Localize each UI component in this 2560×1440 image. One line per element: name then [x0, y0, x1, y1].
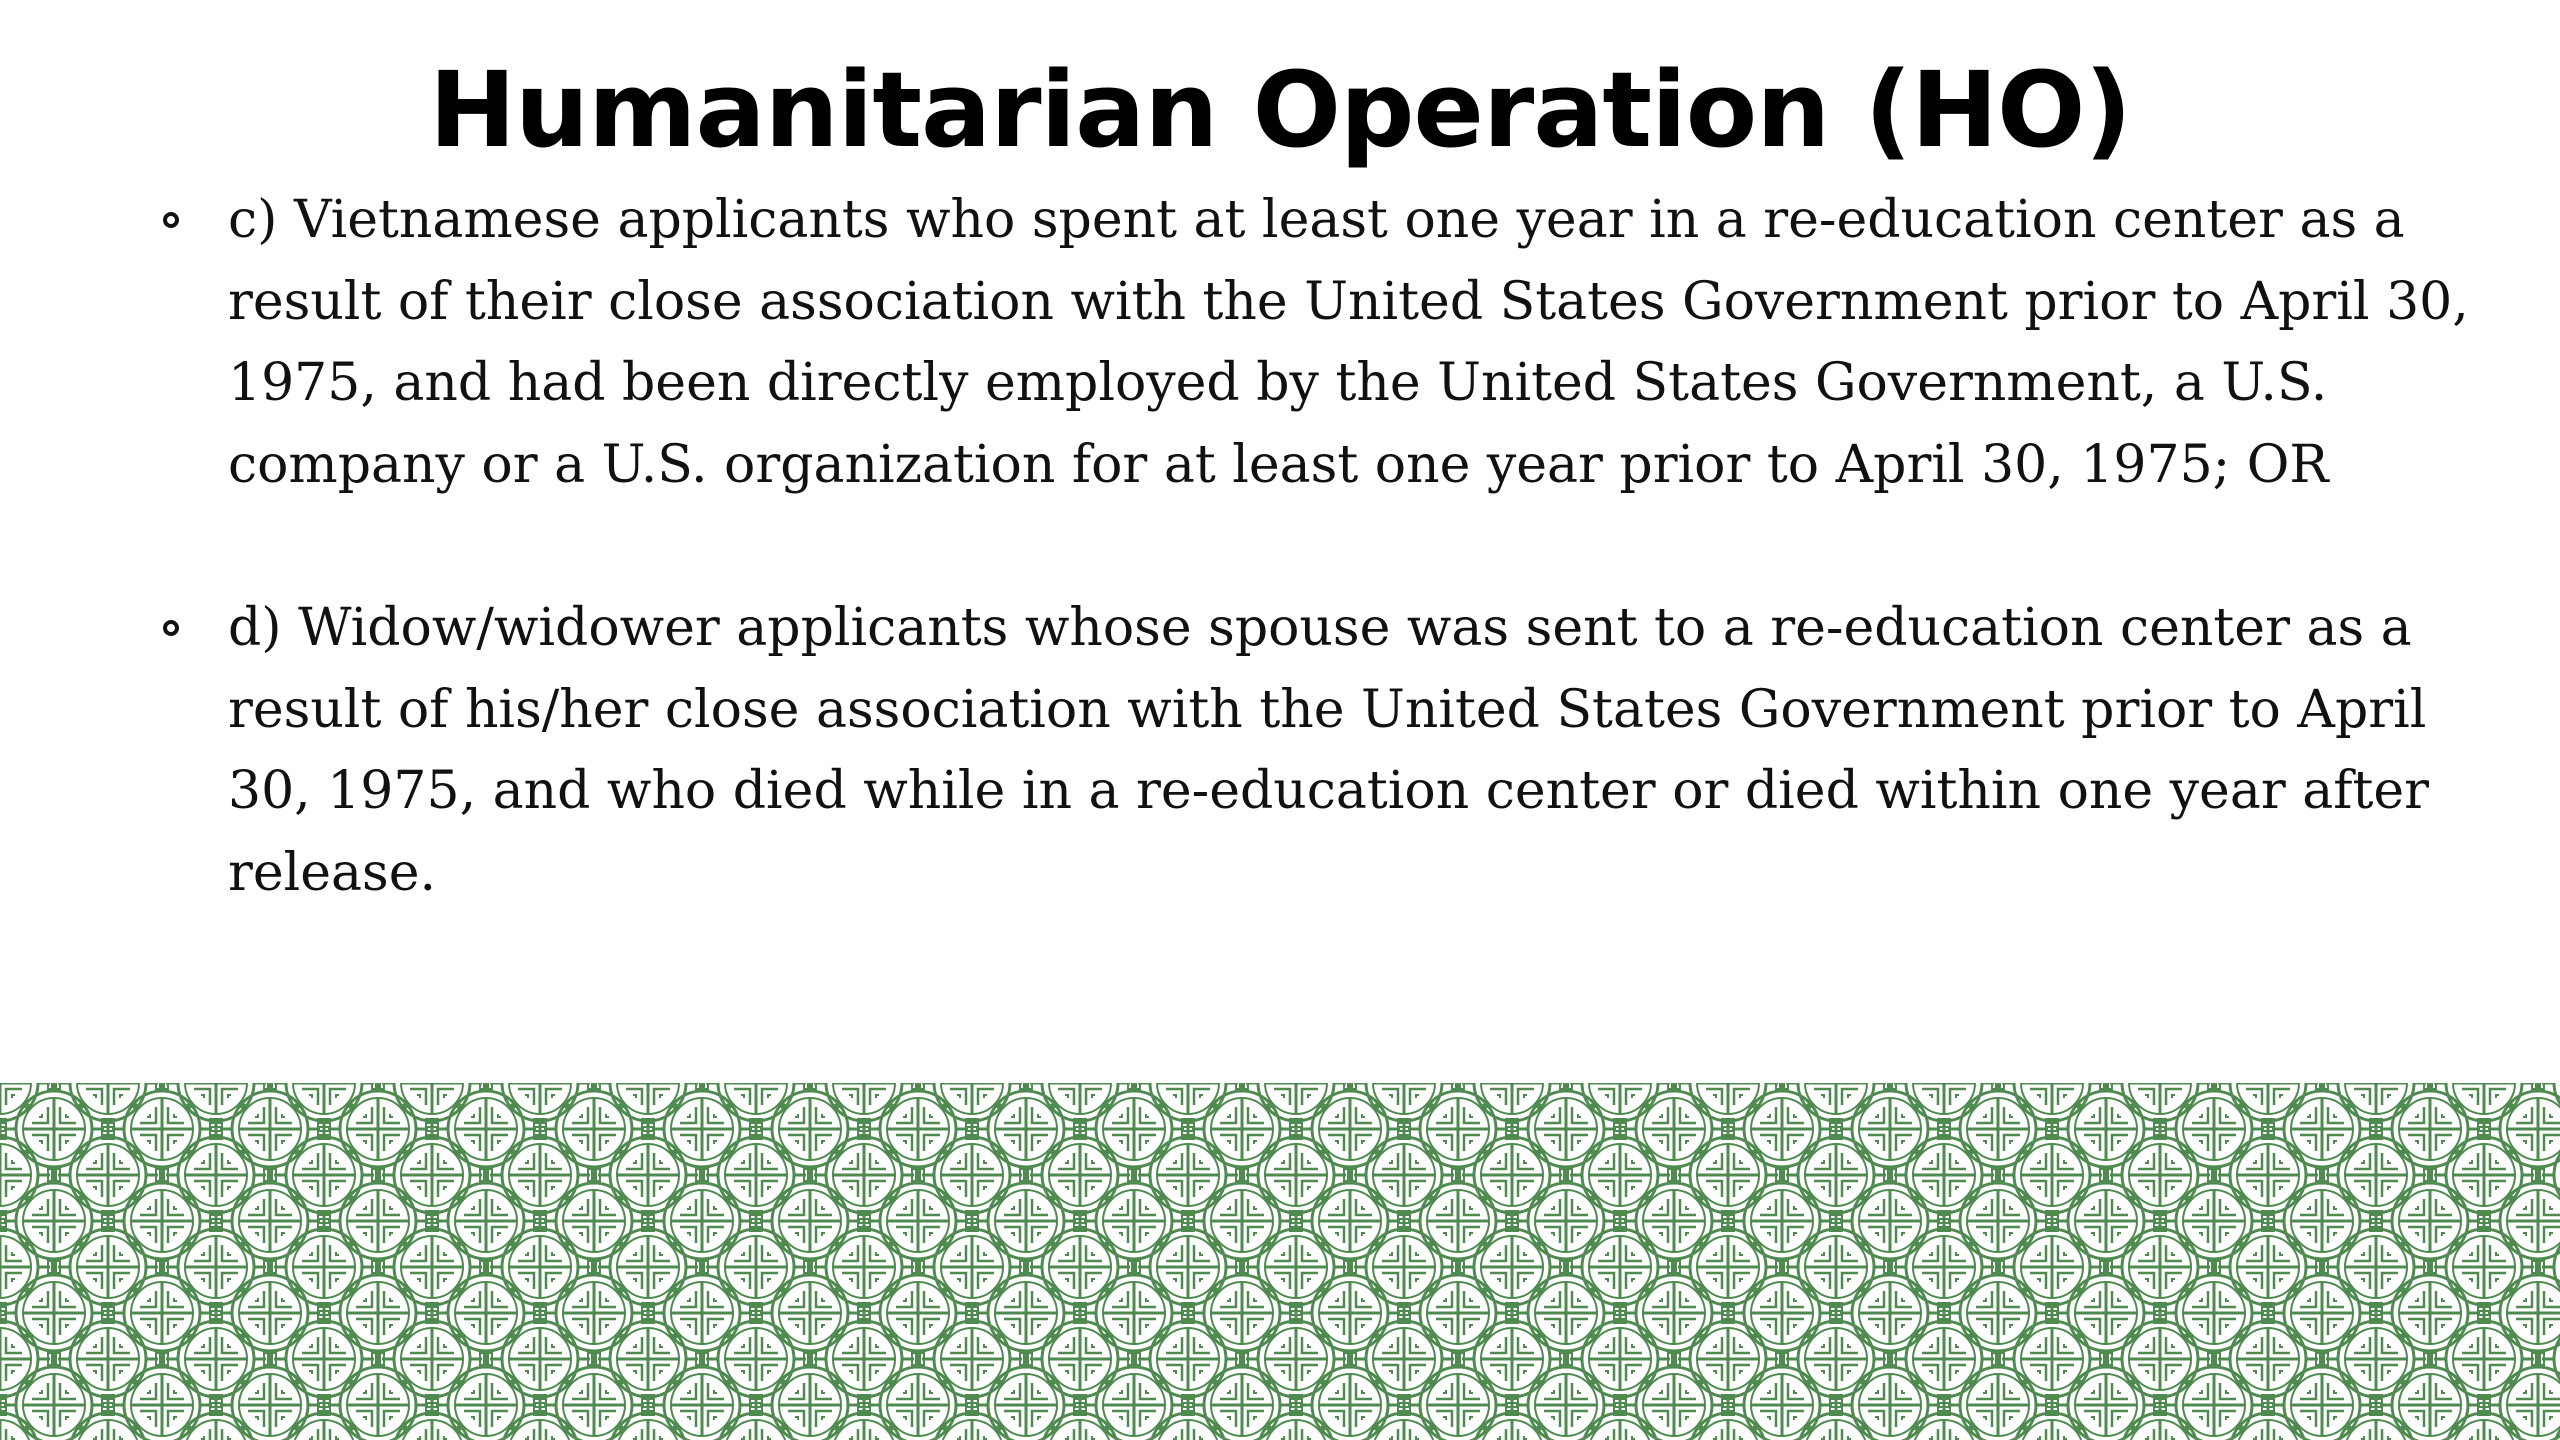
bullet-text-c: c) Vietnamese applicants who spent at least one year in a re-education center as a result of their close association with the United States Government prior to April 30, 1975, and had been directly employed by the United States Government, a U.S. company or a U.S. organization for at least one year prior to April 30, 1975; OR: [228, 190, 2469, 495]
bullet-item-c: [228, 180, 2518, 506]
bullet-item-d: [228, 588, 2518, 914]
slide-title: Humanitarian Operation (HO): [429, 49, 2131, 171]
bullet-text-d: d) Widow/widower applicants whose spouse was sent to a re-education center as a result of his/her close association with the United States Government prior to April 30, 1975, and who died while in a re-education center or died within one year after release.: [228, 598, 2429, 903]
hollow-circle-bullet-icon: [163, 212, 179, 228]
hollow-circle-bullet-icon: [163, 620, 179, 636]
bullet-list: [228, 180, 2518, 996]
lattice-medallion-pattern-icon: [0, 1083, 2560, 1440]
